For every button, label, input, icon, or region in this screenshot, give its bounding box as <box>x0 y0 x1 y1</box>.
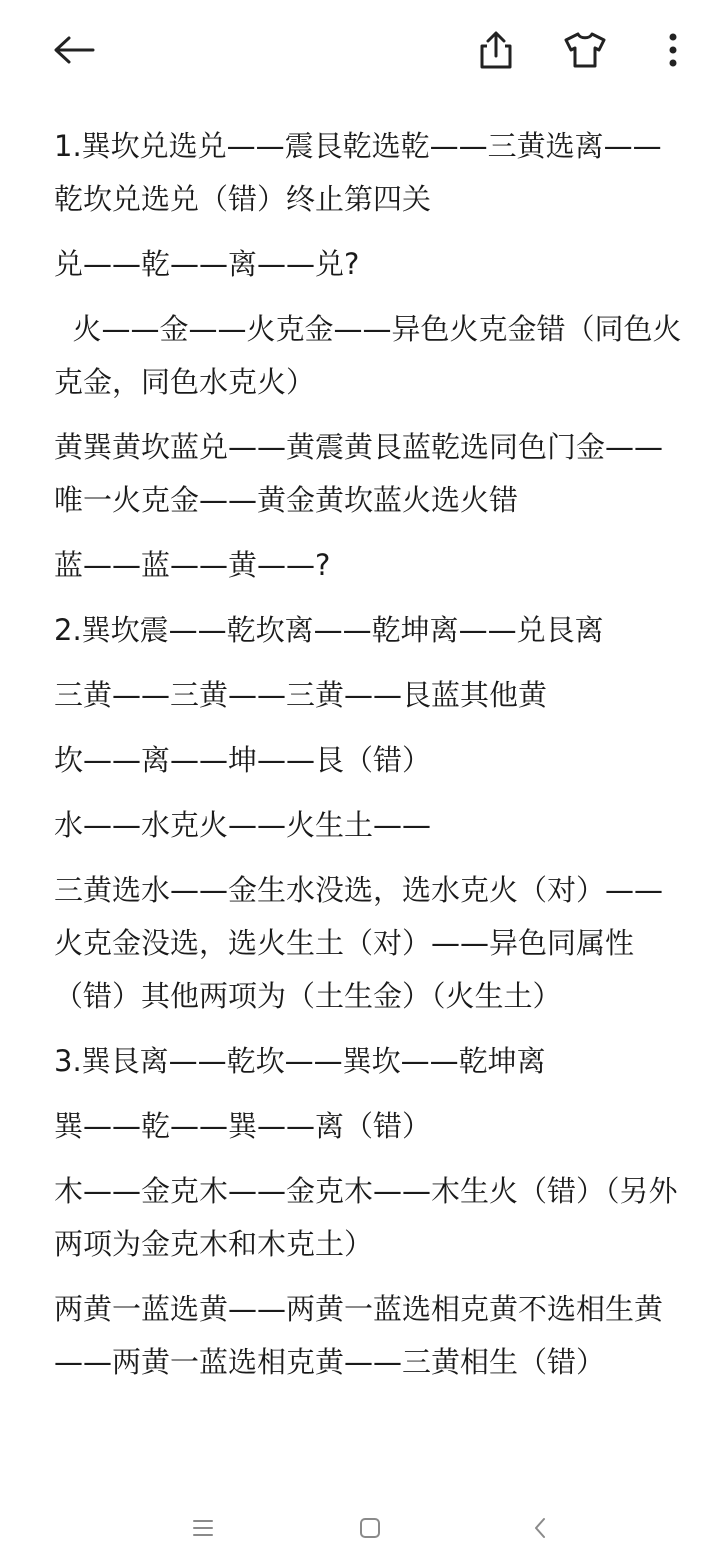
share-button[interactable] <box>468 22 524 78</box>
note-paragraph: 巽——乾——巽——离（错） <box>54 1109 432 1143</box>
note-paragraph: 3.巽艮离——乾坎——巽坎——乾坤离 <box>54 1044 546 1078</box>
chevron-left-icon <box>533 1517 547 1539</box>
note-paragraph: 三黄选水——金生水没选，选水克火（对）——火克金没选，选火生土（对）——异色同属性（错）其他两项为（土生金）（火生土） <box>54 873 664 1013</box>
note-paragraph: 火——金——火克金——异色火克金错（同色火克金，同色水克火） <box>54 312 682 399</box>
tshirt-icon <box>564 31 606 69</box>
menu-icon <box>193 1519 213 1537</box>
home-square-icon <box>359 1517 381 1539</box>
note-paragraph: 两黄一蓝选黄——两黄一蓝选相克黄不选相生黄——两黄一蓝选相克黄——三黄相生（错） <box>54 1292 664 1379</box>
recents-button[interactable] <box>175 1508 231 1548</box>
note-content[interactable] <box>54 120 690 1401</box>
theme-button[interactable] <box>557 22 613 78</box>
note-paragraph: 2.巽坎震——乾坎离——乾坤离——兑艮离 <box>54 613 604 647</box>
system-navigation-bar <box>0 1500 720 1567</box>
share-icon <box>479 30 513 70</box>
more-vertical-icon <box>668 32 678 68</box>
note-paragraph: 坎——离——坤——艮（错） <box>54 743 432 777</box>
home-button[interactable] <box>342 1508 398 1548</box>
note-paragraph: 水——水克火——火生土—— <box>54 808 432 842</box>
note-paragraph: 木——金克木——金克木——木生火（错）（另外两项为金克木和木克土） <box>54 1174 678 1261</box>
arrow-left-icon <box>53 35 95 65</box>
note-paragraph: 蓝——蓝——黄——? <box>54 548 331 582</box>
system-back-button[interactable] <box>512 1508 568 1548</box>
note-paragraph: 兑——乾——离——兑? <box>54 247 360 281</box>
note-paragraph: 黄巽黄坎蓝兑——黄震黄艮蓝乾选同色门金——唯一火克金——黄金黄坎蓝火选火错 <box>54 430 664 517</box>
top-toolbar <box>0 0 720 100</box>
more-options-button[interactable] <box>645 22 701 78</box>
note-paragraph: 三黄——三黄——三黄——艮蓝其他黄 <box>54 678 548 712</box>
back-button[interactable] <box>46 22 102 78</box>
note-paragraph: 1.巽坎兑选兑——震艮乾选乾——三黄选离——乾坎兑选兑（错）终止第四关 <box>54 129 662 216</box>
